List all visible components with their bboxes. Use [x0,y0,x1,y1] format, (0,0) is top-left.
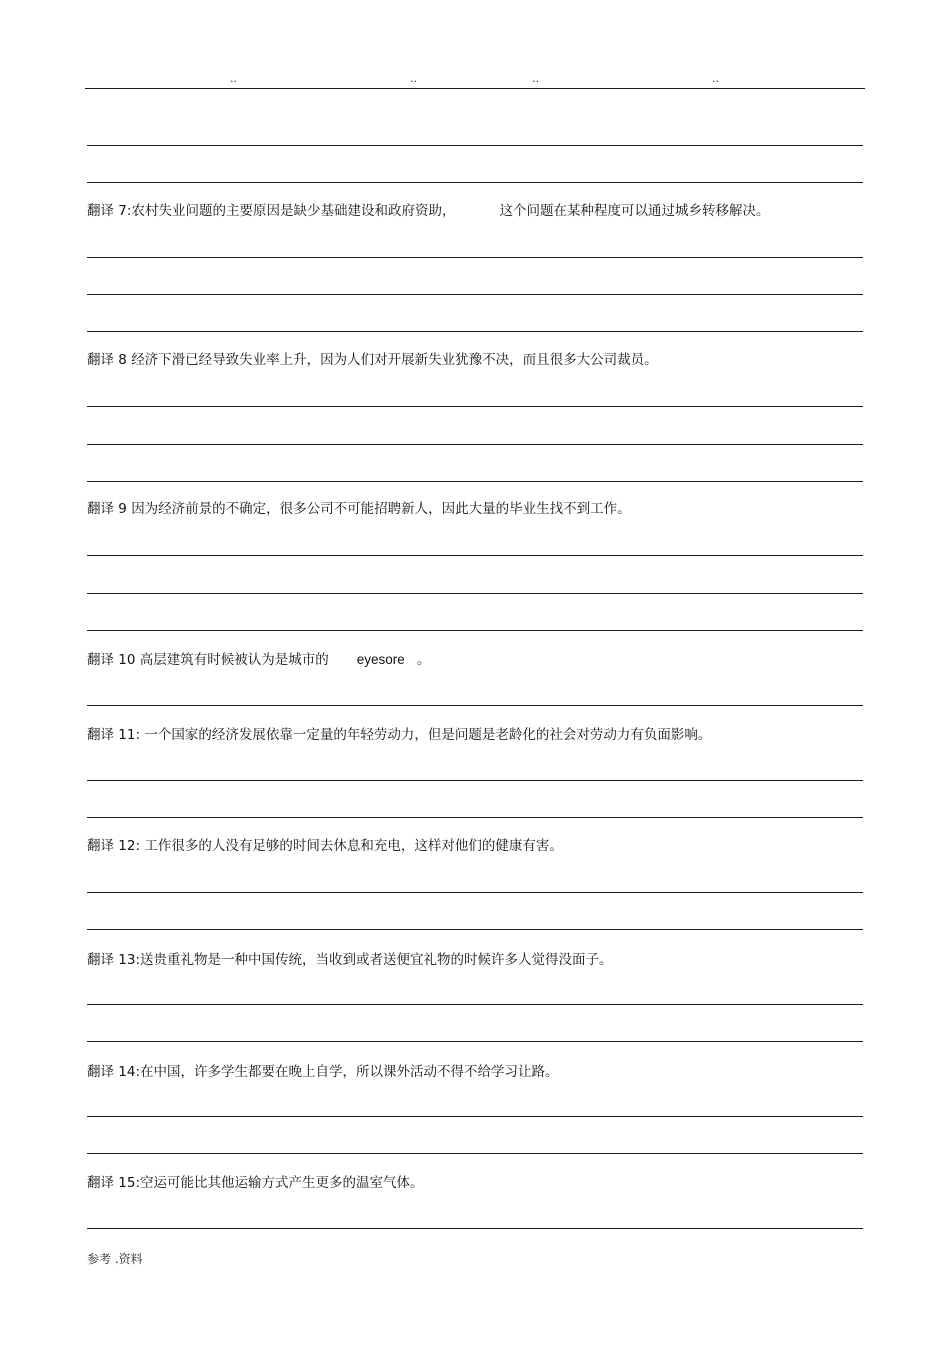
question-text: 农村失业问题的主要原因是缺少基础建设和政府资助， [131,203,456,219]
question-8 [87,351,658,369]
answer-line [87,294,863,295]
answer-line [87,1004,863,1005]
header-mark: .. [410,72,417,85]
question-12 [87,837,563,855]
answer-line [87,257,863,258]
question-text: 经济下滑已经导致失业率上升，因为人们对开展新失业犹豫不决，而且很多大公司裁员。 [131,352,658,368]
answer-line [87,892,863,893]
question-text: 在中国，许多学生都要在晚上自学，所以课外活动不得不给学习让路。 [140,1064,559,1080]
question-text: 高层建筑有时候被认为是城市的 [139,652,329,668]
question-text-continued: 这个问题在某种程度可以通过城乡转移解决。 [499,203,770,219]
question-text: 空运可能比其他运输方式产生更多的温室气体。 [140,1175,424,1191]
question-end-mark: 。 [416,652,431,668]
question-english-term: eyesore [356,652,405,667]
question-number: 10 [118,652,136,668]
question-number: 12 [118,838,136,854]
question-separator: : [135,1064,141,1080]
question-prefix: 翻译 [87,727,114,743]
question-separator: : [126,203,132,219]
answer-line [87,182,863,183]
answer-line [87,705,863,706]
question-prefix: 翻译 [87,1175,114,1191]
question-11 [87,726,711,744]
header-mark: .. [230,72,237,85]
page-header-marks [0,72,950,86]
question-number: 11 [118,727,136,743]
question-7 [87,202,769,220]
header-mark: .. [712,72,719,85]
answer-line [87,780,863,781]
answer-line [87,1228,863,1229]
question-number: 8 [118,352,127,368]
answer-line [87,481,863,482]
question-prefix: 翻译 [87,652,114,668]
answer-line [87,145,863,146]
question-separator: : [135,838,141,854]
page-footer: 参考 .资料 [87,1252,143,1266]
question-text: 送贵重礼物是一种中国传统，当收到或者送便宜礼物的时候许多人觉得没面子。 [140,952,613,968]
question-separator: : [135,952,141,968]
answer-line [87,1041,863,1042]
question-13 [87,951,613,969]
header-rule [85,88,865,89]
answer-line [87,1153,863,1154]
question-prefix: 翻译 [87,1064,114,1080]
answer-line [87,1116,863,1117]
question-number: 14 [118,1064,136,1080]
question-15 [87,1174,424,1192]
question-14 [87,1063,559,1081]
question-number: 13 [118,952,136,968]
answer-line [87,817,863,818]
answer-line [87,593,863,594]
answer-line [87,929,863,930]
answer-line [87,444,863,445]
question-prefix: 翻译 [87,352,114,368]
question-separator: : [135,727,141,743]
question-separator: : [135,1175,141,1191]
question-prefix: 翻译 [87,501,114,517]
question-prefix: 翻译 [87,952,114,968]
question-text: 工作很多的人没有足够的时间去休息和充电，这样对他们的健康有害。 [144,838,563,854]
header-mark: .. [532,72,539,85]
question-10 [87,651,430,669]
answer-line [87,331,863,332]
question-number: 7 [118,203,127,219]
question-prefix: 翻译 [87,203,114,219]
question-prefix: 翻译 [87,838,114,854]
question-number: 9 [118,501,127,517]
question-number: 15 [118,1175,136,1191]
question-text: 一个国家的经济发展依靠一定量的年轻劳动力，但是问题是老龄化的社会对劳动力有负面影响。 [144,727,712,743]
answer-line [87,555,863,556]
answer-line [87,630,863,631]
question-9 [87,500,631,518]
question-text: 因为经济前景的不确定，很多公司不可能招聘新人，因此大量的毕业生找不到工作。 [131,501,631,517]
answer-line [87,406,863,407]
